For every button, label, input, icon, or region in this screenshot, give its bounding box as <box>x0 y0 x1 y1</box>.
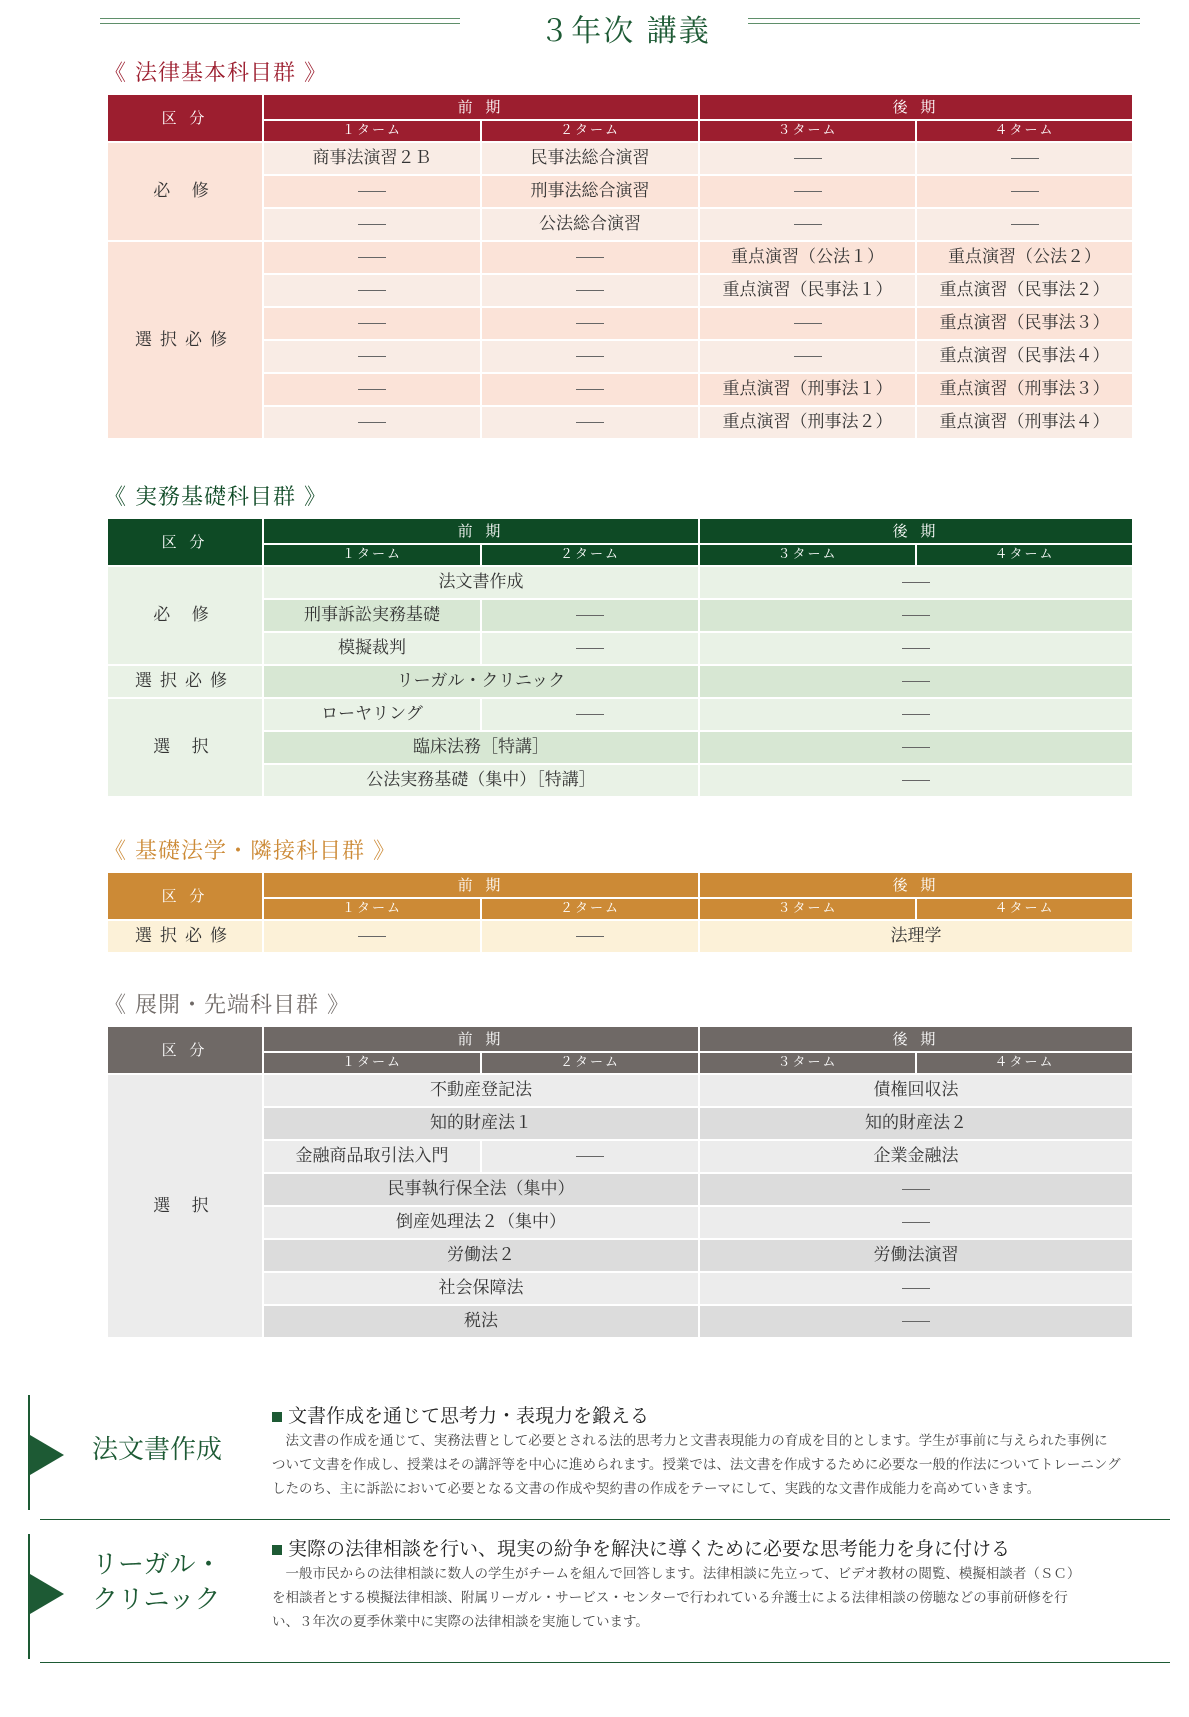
table-cell <box>263 307 481 340</box>
triangle-marker-icon <box>30 1435 64 1475</box>
dash-mark <box>358 224 386 225</box>
table-cell <box>916 175 1133 208</box>
table-cell: 公法実務基礎（集中）［特講］ <box>263 764 699 797</box>
page-title-bar <box>0 0 1189 50</box>
feature-body <box>272 1429 1172 1501</box>
table-houritsu <box>106 93 1134 440</box>
header-term-2: ２ターム <box>481 1052 699 1074</box>
table-cell: 重点演習（民事法２） <box>916 274 1133 307</box>
header-zenki: 前 期 <box>263 94 699 120</box>
table-jitsumu <box>106 517 1134 798</box>
table-cell: 重点演習（公法１） <box>699 241 916 274</box>
category-sentaku: 選 択 <box>107 1074 263 1338</box>
feature-houbunsho <box>0 1395 1189 1520</box>
table-cell <box>481 241 699 274</box>
triangle-marker-icon <box>30 1574 64 1614</box>
dash-mark <box>902 582 930 583</box>
table-cell <box>481 307 699 340</box>
header-term-4: ４ターム <box>916 1052 1133 1074</box>
dash-mark <box>576 290 604 291</box>
dash-mark <box>576 714 604 715</box>
table-cell <box>699 175 916 208</box>
table-cell <box>263 241 481 274</box>
section-title-kiso: 《 基礎法学・隣接科目群 》 <box>104 839 396 864</box>
table-cell: 重点演習（民事法１） <box>699 274 916 307</box>
dash-mark <box>358 422 386 423</box>
table-cell <box>699 1305 1133 1338</box>
dash-mark <box>794 356 822 357</box>
dash-mark <box>576 257 604 258</box>
feature-body-line: ついて文書を作成し、授業はその講評等を中心に進められます。授業では、法文書を作成するために必要な一般的作法についてトレーニング <box>272 1457 1121 1473</box>
header-term-3: ３ターム <box>699 544 916 566</box>
table-cell <box>699 632 1133 665</box>
table-cell: 企業金融法 <box>699 1140 1133 1173</box>
feature-body-line: を相談者とする模擬法律相談、附属リーガル・サービス・センターで行われている弁護士による法律相談の傍聴などの事前研修を行 <box>272 1590 1068 1606</box>
table-cell <box>263 920 481 953</box>
title-rule-left-top <box>100 18 460 19</box>
dash-mark <box>902 1288 930 1289</box>
table-tenkai <box>106 1025 1134 1339</box>
category-hisshu: 必 修 <box>107 142 263 241</box>
section-title-jitsumu: 《 実務基礎科目群 》 <box>104 485 327 510</box>
dash-mark <box>576 389 604 390</box>
header-term-1: １ターム <box>263 1052 481 1074</box>
header-term-3: ３ターム <box>699 120 916 142</box>
dash-mark <box>576 648 604 649</box>
feature-heading <box>272 1534 1010 1561</box>
header-kouki: 後 期 <box>699 518 1133 544</box>
dash-mark <box>902 1189 930 1190</box>
table-cell <box>481 599 699 632</box>
table-cell <box>699 599 1133 632</box>
table-cell: 重点演習（民事法４） <box>916 340 1133 373</box>
table-cell <box>699 665 1133 698</box>
dash-mark <box>358 356 386 357</box>
table-cell: 重点演習（刑事法４） <box>916 406 1133 439</box>
dash-mark <box>794 158 822 159</box>
dash-mark <box>902 615 930 616</box>
header-kubun: 区 分 <box>107 518 263 566</box>
table-cell <box>481 632 699 665</box>
dash-mark <box>576 356 604 357</box>
table-cell: 重点演習（刑事法３） <box>916 373 1133 406</box>
header-kouki: 後 期 <box>699 1026 1133 1052</box>
table-cell: 倒産処理法２（集中） <box>263 1206 699 1239</box>
dash-mark <box>576 615 604 616</box>
table-cell <box>699 340 916 373</box>
table-cell: 公法総合演習 <box>481 208 699 241</box>
table-cell: 知的財産法２ <box>699 1107 1133 1140</box>
table-cell: 民事法総合演習 <box>481 142 699 175</box>
table-cell <box>481 406 699 439</box>
header-zenki: 前 期 <box>263 872 699 898</box>
table-cell <box>481 698 699 731</box>
dash-mark <box>902 747 930 748</box>
header-kubun: 区 分 <box>107 1026 263 1074</box>
table-cell <box>699 1272 1133 1305</box>
header-kouki: 後 期 <box>699 872 1133 898</box>
feature-body-line: い、３年次の夏季休業中に実際の法律相談を実施しています。 <box>272 1614 649 1630</box>
section-title-houritsu: 《 法律基本科目群 》 <box>104 61 327 86</box>
dash-mark <box>794 323 822 324</box>
header-term-2: ２ターム <box>481 544 699 566</box>
header-kubun: 区 分 <box>107 872 263 920</box>
title-rule-left-bottom <box>100 23 460 24</box>
feature-name: 法文書作成 <box>92 1435 223 1465</box>
table-cell <box>699 566 1133 599</box>
feature-heading <box>272 1401 649 1428</box>
feature-body-line: したのち、主に訴訟において必要となる文書の作成や契約書の作成をテーマにして、実践的な文書作成能力を高めていきます。 <box>272 1481 1041 1497</box>
dash-mark <box>576 936 604 937</box>
table-cell <box>263 340 481 373</box>
category-hisshu: 必 修 <box>107 566 263 665</box>
title-rule-right-top <box>748 18 1140 19</box>
square-bullet-icon <box>272 1412 282 1422</box>
header-term-1: １ターム <box>263 544 481 566</box>
category-sentaku-hisshu: 選択必修 <box>107 241 263 439</box>
header-term-4: ４ターム <box>916 120 1133 142</box>
dash-mark <box>794 224 822 225</box>
table-cell <box>481 373 699 406</box>
dash-mark <box>358 290 386 291</box>
feature-legal-clinic <box>0 1534 1189 1664</box>
table-cell <box>263 175 481 208</box>
table-cell: 刑事法総合演習 <box>481 175 699 208</box>
dash-mark <box>902 648 930 649</box>
header-term-2: ２ターム <box>481 898 699 920</box>
dash-mark <box>358 323 386 324</box>
category-sentaku: 選 択 <box>107 698 263 797</box>
table-kiso <box>106 871 1134 954</box>
header-kubun: 区 分 <box>107 94 263 142</box>
dash-mark <box>576 323 604 324</box>
table-cell: 商事法演習２Ｂ <box>263 142 481 175</box>
feature-body-line: 法文書の作成を通じて、実務法曹として必要とされる法的思考力と文書表現能力の育成を目的とします。学生が事前に与えられた事例に <box>285 1433 1108 1449</box>
dash-mark <box>576 1156 604 1157</box>
header-term-1: １ターム <box>263 120 481 142</box>
header-term-1: １ターム <box>263 898 481 920</box>
table-cell <box>699 764 1133 797</box>
feature-body-line: 一般市民からの法律相談に数人の学生がチームを組んで回答します。法律相談に先立って、ビデオ教材の閲覧、模擬相談者（ＳＣ） <box>285 1566 1081 1582</box>
dash-mark <box>358 936 386 937</box>
table-cell: 税法 <box>263 1305 699 1338</box>
dash-mark <box>358 257 386 258</box>
dash-mark <box>1011 158 1039 159</box>
table-cell: 知的財産法１ <box>263 1107 699 1140</box>
feature-divider <box>40 1662 1170 1663</box>
table-cell: 金融商品取引法入門 <box>263 1140 481 1173</box>
dash-mark <box>902 1321 930 1322</box>
header-term-3: ３ターム <box>699 1052 916 1074</box>
dash-mark <box>576 422 604 423</box>
table-cell: 重点演習（刑事法１） <box>699 373 916 406</box>
header-term-4: ４ターム <box>916 544 1133 566</box>
feature-heading-text: 文書作成を通じて思考力・表現力を鍛える <box>288 1405 650 1427</box>
table-cell: ローヤリング <box>263 698 481 731</box>
table-cell <box>699 698 1133 731</box>
feature-divider <box>40 1519 1170 1520</box>
dash-mark <box>1011 224 1039 225</box>
table-cell <box>699 731 1133 764</box>
table-cell <box>699 1206 1133 1239</box>
page-title: ３年次 講義 <box>539 14 711 49</box>
table-cell <box>699 142 916 175</box>
dash-mark <box>1011 191 1039 192</box>
table-cell: 模擬裁判 <box>263 632 481 665</box>
section-title-tenkai: 《 展開・先端科目群 》 <box>104 993 350 1018</box>
table-cell: 法文書作成 <box>263 566 699 599</box>
dash-mark <box>358 389 386 390</box>
table-cell: 労働法２ <box>263 1239 699 1272</box>
table-cell <box>481 1140 699 1173</box>
table-cell: 臨床法務［特講］ <box>263 731 699 764</box>
feature-name <box>92 1548 221 1618</box>
category-sentaku-hisshu: 選択必修 <box>107 665 263 698</box>
header-zenki: 前 期 <box>263 1026 699 1052</box>
table-cell: 重点演習（公法２） <box>916 241 1133 274</box>
square-bullet-icon <box>272 1545 282 1555</box>
dash-mark <box>794 191 822 192</box>
table-cell <box>263 208 481 241</box>
table-cell <box>699 1173 1133 1206</box>
table-cell <box>263 406 481 439</box>
table-cell <box>263 274 481 307</box>
table-cell <box>263 373 481 406</box>
feature-name-line: クリニック <box>92 1585 221 1616</box>
table-cell <box>916 142 1133 175</box>
header-term-3: ３ターム <box>699 898 916 920</box>
dash-mark <box>902 714 930 715</box>
table-cell: 社会保障法 <box>263 1272 699 1305</box>
feature-name-line: リーガル・ <box>92 1550 222 1580</box>
table-cell: 労働法演習 <box>699 1239 1133 1272</box>
table-cell <box>481 274 699 307</box>
dash-mark <box>902 681 930 682</box>
table-cell: 重点演習（刑事法２） <box>699 406 916 439</box>
header-zenki: 前 期 <box>263 518 699 544</box>
title-rule-right-bottom <box>748 23 1140 24</box>
dash-mark <box>902 1222 930 1223</box>
dash-mark <box>902 780 930 781</box>
table-cell: 債権回収法 <box>699 1074 1133 1107</box>
dash-mark <box>358 191 386 192</box>
category-sentaku-hisshu: 選択必修 <box>107 920 263 953</box>
table-cell <box>699 208 916 241</box>
table-cell: リーガル・クリニック <box>263 665 699 698</box>
header-term-4: ４ターム <box>916 898 1133 920</box>
header-term-2: ２ターム <box>481 120 699 142</box>
feature-heading-text: 実際の法律相談を行い、現実の紛争を解決に導くために必要な思考能力を身に付ける <box>288 1538 1011 1560</box>
header-kouki: 後 期 <box>699 94 1133 120</box>
table-cell <box>916 208 1133 241</box>
table-cell: 民事執行保全法（集中） <box>263 1173 699 1206</box>
table-cell <box>699 307 916 340</box>
table-cell: 法理学 <box>699 920 1133 953</box>
table-cell: 重点演習（民事法３） <box>916 307 1133 340</box>
table-cell: 刑事訴訟実務基礎 <box>263 599 481 632</box>
table-cell <box>481 920 699 953</box>
feature-body <box>272 1562 1172 1634</box>
table-cell: 不動産登記法 <box>263 1074 699 1107</box>
table-cell <box>481 340 699 373</box>
